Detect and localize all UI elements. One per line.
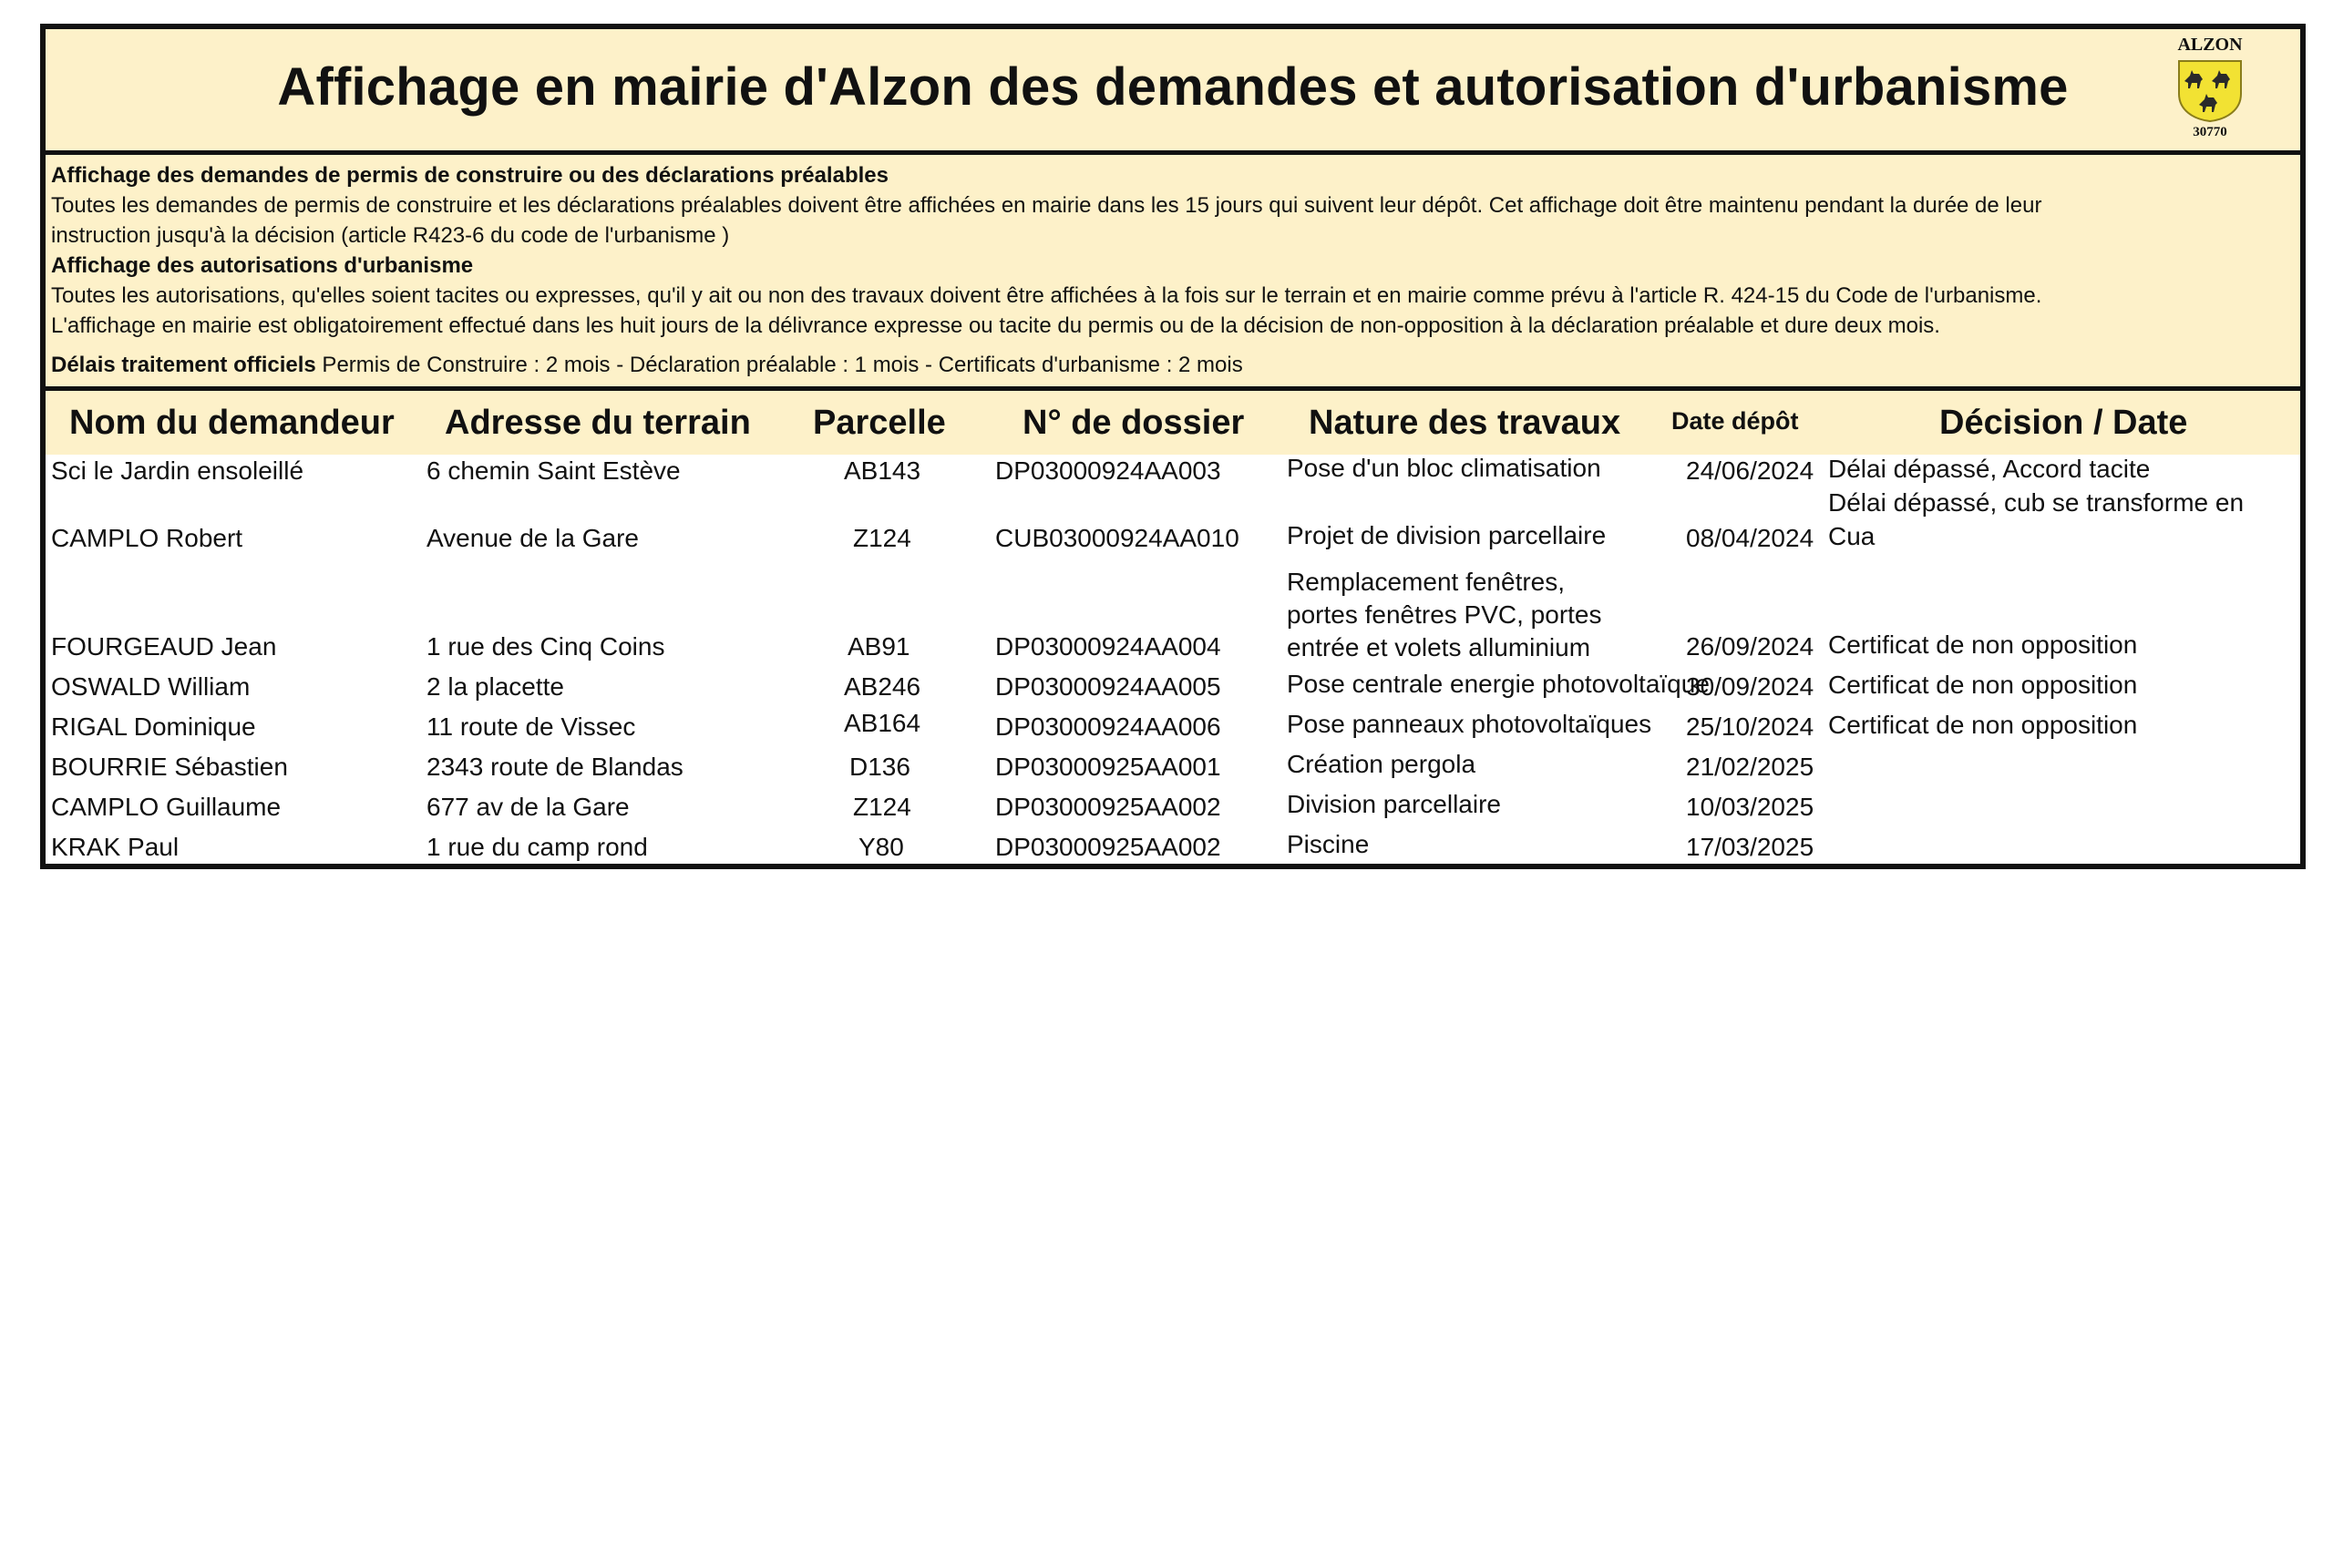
col-header-date: Date dépôt (1671, 407, 1799, 435)
cell-name: RIGAL Dominique (51, 712, 256, 741)
cell-nature: Pose d'un bloc climatisation (1287, 454, 1601, 482)
cell-file: DP03000924AA004 (995, 632, 1221, 661)
cell-name: OSWALD William (51, 672, 251, 701)
cell-parcel: AB164 (844, 709, 921, 737)
col-header-nature: Nature des travaux (1309, 404, 1621, 442)
cell-decision: Certificat de non opposition (1828, 671, 2138, 699)
cell-file: DP03000925AA002 (995, 833, 1221, 861)
info-text-demandes-1: Toutes les demandes de permis de construire et les déclarations préalables doivent être affichées en mairie dans les 15 jours qui suivent leur dépôt. Cet affichage doit être maintenu pendant la durée de leur (51, 193, 2042, 218)
cell-nature: Création pergola (1287, 750, 1476, 778)
cell-file: CUB03000924AA010 (995, 524, 1239, 552)
crest-code: 30770 (2193, 125, 2227, 139)
cell-name: Sci le Jardin ensoleillé (51, 456, 304, 485)
cell-address: 1 rue du camp rond (427, 833, 648, 861)
col-header-file: N° de dossier (1023, 404, 1245, 442)
info-section (46, 155, 2300, 391)
cell-nature: Pose panneaux photovoltaïques (1287, 710, 1652, 738)
shield-icon (2175, 57, 2245, 123)
cell-date: 10/03/2025 (1686, 793, 1814, 821)
info-text-autorisations-2: L'affichage en mairie est obligatoirement effectué dans les huit jours de la délivrance expresse ou tacite du permis ou de la décision de non-opposition à la déclaration préalable et dure deux mois. (51, 313, 1940, 338)
cell-file: DP03000925AA002 (995, 793, 1221, 821)
cell-address: 6 chemin Saint Estève (427, 456, 681, 485)
cell-date: 26/09/2024 (1686, 632, 1814, 661)
cell-address: 2 la placette (427, 672, 564, 701)
cell-parcel: AB143 (844, 456, 921, 485)
cell-name: KRAK Paul (51, 833, 180, 861)
cell-date: 30/09/2024 (1686, 672, 1814, 701)
cell-date: 24/06/2024 (1686, 456, 1814, 485)
page-title: Affichage en mairie d'Alzon des demandes et autorisation d'urbanisme (277, 57, 2069, 117)
cell-name: BOURRIE Sébastien (51, 753, 288, 781)
col-header-name: Nom du demandeur (69, 404, 395, 442)
cell-name: FOURGEAUD Jean (51, 632, 277, 661)
info-heading-demandes: Affichage des demandes de permis de construire ou des déclarations préalables (51, 163, 889, 188)
cell-address: 11 route de Vissec (427, 712, 636, 741)
cell-nature: Division parcellaire (1287, 790, 1501, 818)
info-text-demandes-2: instruction jusqu'à la décision (article R423-6 du code de l'urbanisme ) (51, 223, 730, 248)
cell-decision: Certificat de non opposition (1828, 630, 2138, 659)
cell-date: 17/03/2025 (1686, 833, 1814, 861)
info-heading-autorisations: Affichage des autorisations d'urbanisme (51, 253, 474, 278)
delays-label: Délais traitement officiels (51, 353, 316, 377)
cell-parcel: Y80 (858, 833, 904, 861)
header-band (46, 29, 2300, 155)
col-header-address: Adresse du terrain (445, 404, 751, 442)
crest-name: ALZON (2177, 35, 2243, 55)
cell-file: DP03000924AA006 (995, 712, 1221, 741)
cell-parcel: D136 (849, 753, 910, 781)
cell-parcel: Z124 (853, 793, 911, 821)
cell-name: CAMPLO Robert (51, 524, 243, 552)
cell-file: DP03000924AA003 (995, 456, 1221, 485)
info-text-autorisations-1: Toutes les autorisations, qu'elles soient tacites ou expresses, qu'il y ait ou non des travaux doivent être affichées à la fois sur le terrain et en mairie comme prévu à l'article R. 424-15 du Code de l'urbanisme. (51, 283, 2042, 308)
cell-nature: Projet de division parcellaire (1287, 521, 1607, 549)
cell-parcel: Z124 (853, 524, 911, 552)
cell-file: DP03000924AA005 (995, 672, 1221, 701)
cell-parcel: AB91 (848, 632, 910, 661)
cell-decision: Délai dépassé, cub se transforme en Cua (1828, 488, 2245, 550)
cell-decision: Délai dépassé, Accord tacite (1828, 455, 2151, 483)
cell-address: Avenue de la Gare (427, 524, 639, 552)
cell-date: 25/10/2024 (1686, 712, 1814, 741)
cell-date: 21/02/2025 (1686, 753, 1814, 781)
cell-decision: Certificat de non opposition (1828, 711, 2138, 739)
cell-name: CAMPLO Guillaume (51, 793, 282, 821)
delays-text: Permis de Construire : 2 mois - Déclaration préalable : 1 mois - Certificats d'urbanisme : 2 mois (315, 353, 1243, 377)
cell-nature: Pose centrale energie photovoltaïque (1287, 670, 1710, 698)
cell-address: 677 av de la Gare (427, 793, 630, 821)
cell-nature: Remplacement fenêtres, portes fenêtres PVC, portes entrée et volets alluminium (1287, 568, 1602, 661)
cell-nature: Piscine (1287, 830, 1370, 858)
col-header-parcel: Parcelle (813, 404, 946, 442)
urbanism-notice (40, 24, 2306, 869)
cell-parcel: AB246 (844, 672, 921, 701)
cell-address: 1 rue des Cinq Coins (427, 632, 665, 661)
cell-date: 08/04/2024 (1686, 524, 1814, 552)
processing-delays (51, 350, 2300, 380)
cell-address: 2343 route de Blandas (427, 753, 683, 781)
table-header (46, 391, 2300, 455)
col-header-decision: Décision / Date (1939, 404, 2188, 442)
cell-file: DP03000925AA001 (995, 753, 1221, 781)
town-crest (2169, 35, 2251, 148)
